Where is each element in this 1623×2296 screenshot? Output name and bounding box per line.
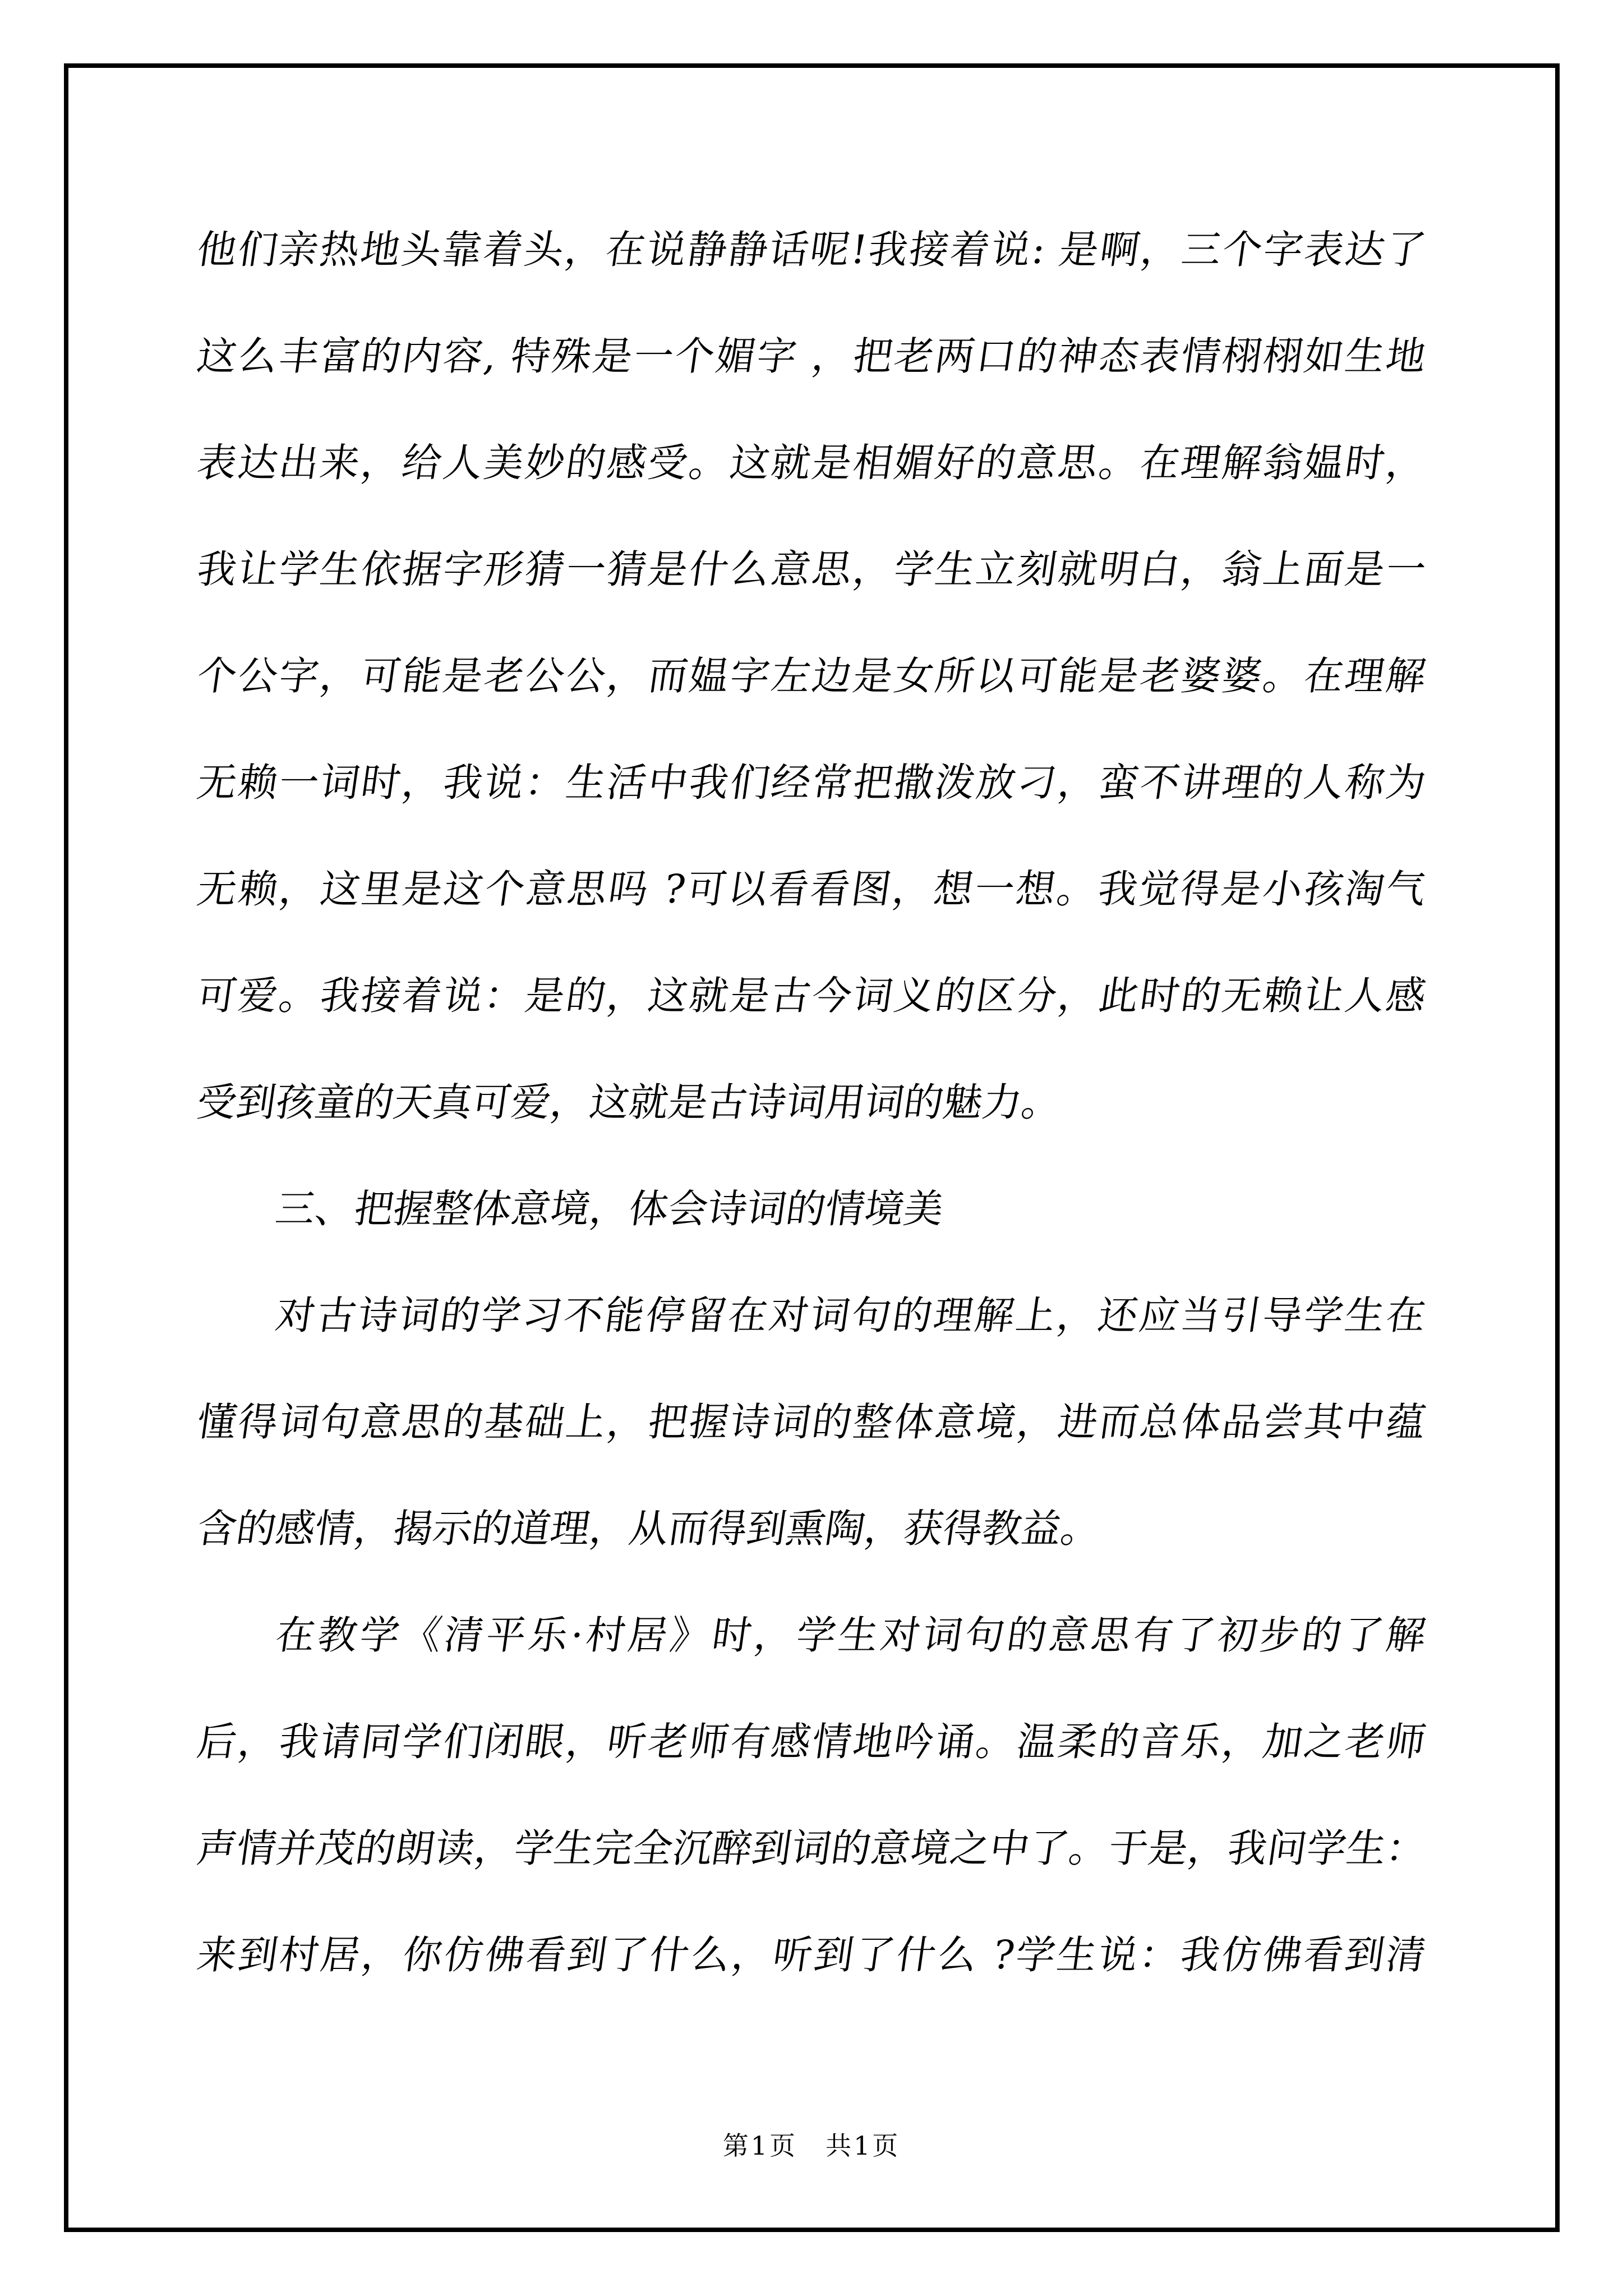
body-line: 来到村居，你仿佛看到了什么，听到了什么 ?学生说：我仿佛看到清 — [194, 1932, 1429, 1978]
body-line: 个公字，可能是老公公，而媪字左边是女所以可能是老婆婆。在理解 — [194, 653, 1429, 699]
body-line: 可爱。我接着说：是的，这就是古今词义的区分，此时的无赖让人感 — [194, 973, 1429, 1019]
body-line: 在教学《清平乐·村居》时，学生对词句的意思有了初步的了解 — [273, 1612, 1429, 1658]
body-line: 我让学生依据字形猜一猜是什么意思，学生立刻就明白，翁上面是一 — [194, 546, 1429, 592]
page-number-text: 第1页 共1页 — [722, 2131, 901, 2161]
body-line: 含的感情，揭示的道理，从而得到熏陶，获得教益。 — [194, 1506, 1104, 1552]
body-line: 后，我请同学们闭眼，听老师有感情地吟诵。温柔的音乐，加之老师 — [194, 1719, 1429, 1765]
section-heading: 三、把握整体意境，体会诗词的情境美 — [273, 1186, 947, 1232]
body-line: 受到孩童的天真可爱，这就是古诗词用词的魅力。 — [194, 1079, 1064, 1125]
body-line: 对古诗词的学习不能停留在对词句的理解上，还应当引导学生在 — [273, 1292, 1429, 1338]
body-line: 无赖一词时，我说：生活中我们经常把撒泼放刁，蛮不讲理的人称为 — [194, 760, 1429, 806]
body-line: 声情并茂的朗读，学生完全沉醉到词的意境之中了。于是，我问学生： — [194, 1825, 1429, 1871]
body-line: 无赖，这里是这个意思吗 ?可以看看图，想一想。我觉得是小孩淘气 — [194, 866, 1429, 912]
body-line: 懂得词句意思的基础上，把握诗词的整体意境，进而总体品尝其中蕴 — [194, 1399, 1429, 1445]
body-line: 这么丰富的内容, 特殊是一个媚字 ，把老两口的神态表情栩栩如生地 — [194, 333, 1429, 379]
page-footer — [0, 2129, 1623, 2162]
body-line: 表达出来，给人美妙的感受。这就是相媚好的意思。在理解翁媪时， — [194, 440, 1429, 486]
body-text-block — [194, 196, 1429, 2008]
body-line: 他们亲热地头靠着头，在说静静话呢!我接着说: 是啊，三个字表达了 — [194, 227, 1429, 273]
